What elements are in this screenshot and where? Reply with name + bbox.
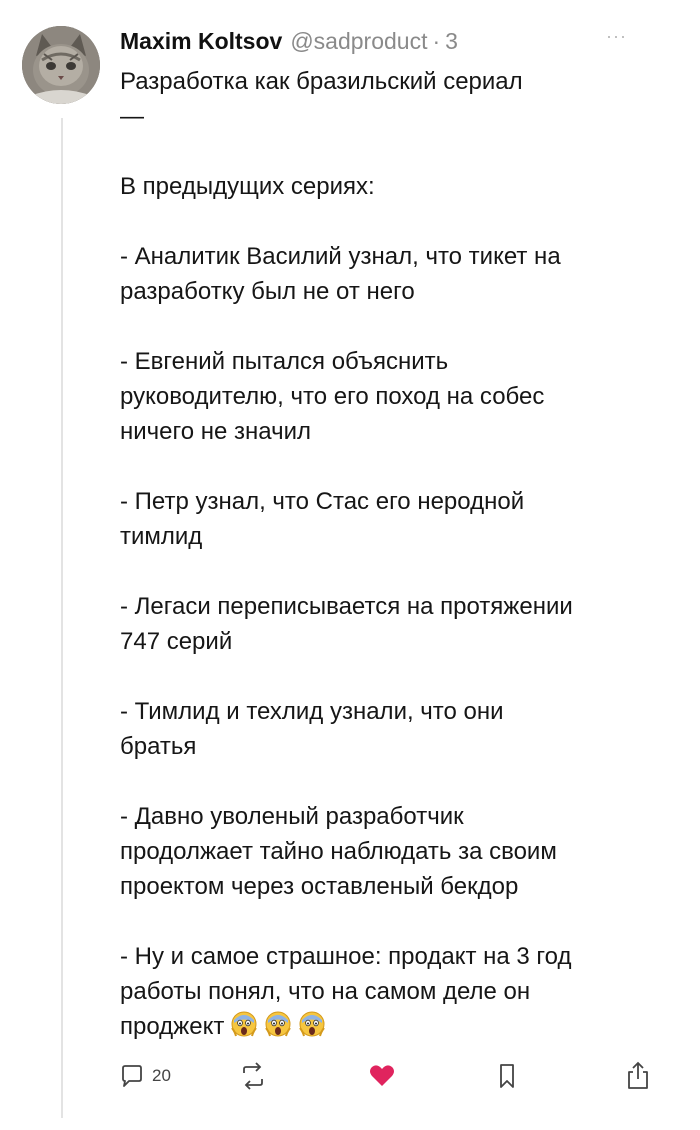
list-item: - Петр узнал, что Стас его неродной тимлид (120, 488, 525, 550)
list-item: - Аналитик Василий узнал, что тикет на разработку был не от него (120, 243, 561, 305)
list-item-last-text: - Ну и самое страшное: продакт на 3 год работы понял, что на самом деле он проджект (120, 943, 572, 1040)
screaming-face-icon (298, 1010, 326, 1038)
comment-icon (118, 1062, 146, 1090)
heart-icon (368, 1062, 396, 1090)
bookmark-button[interactable] (494, 1060, 520, 1092)
post-title: Разработка как бразильский сериал (120, 68, 523, 95)
list-item-last (120, 939, 680, 1044)
bookmark-icon (494, 1062, 520, 1090)
repost-icon (238, 1062, 268, 1090)
avatar[interactable] (22, 26, 100, 104)
reply-count: 20 (152, 1066, 171, 1085)
reply-button[interactable] (118, 1060, 171, 1092)
cat-avatar-image (22, 26, 100, 104)
post-time[interactable]: 3 (445, 28, 458, 54)
author-handle[interactable]: @sadproduct (290, 28, 428, 54)
more-options-icon[interactable]: ··· (606, 26, 627, 46)
list-item: - Давно уволеный разработчик продолжает тайно наблюдать за своим проектом через оставленый бекдор (120, 803, 557, 900)
action-bar (118, 1060, 678, 1100)
post-dash: — (120, 103, 144, 130)
repost-button[interactable] (238, 1060, 268, 1092)
screaming-face-icon (264, 1010, 292, 1038)
share-button[interactable] (624, 1060, 652, 1092)
list-item: - Евгений пытался объяснить руководителю, что его поход на собес ничего не значил (120, 348, 545, 445)
screaming-face-icon (230, 1010, 258, 1038)
thread-line (61, 118, 63, 1118)
post-body (120, 64, 680, 1044)
like-button[interactable] (368, 1060, 396, 1092)
emoji-row (224, 1013, 326, 1040)
share-icon (624, 1061, 652, 1091)
list-item: - Легаси переписывается на протяжении 747 серий (120, 593, 573, 655)
post-intro: В предыдущих сериях: (120, 173, 375, 200)
list-item: - Тимлид и техлид узнали, что они братья (120, 698, 504, 760)
author-name[interactable]: Maxim Koltsov (120, 28, 283, 54)
separator-dot: · (432, 28, 441, 54)
post-header (120, 28, 458, 58)
